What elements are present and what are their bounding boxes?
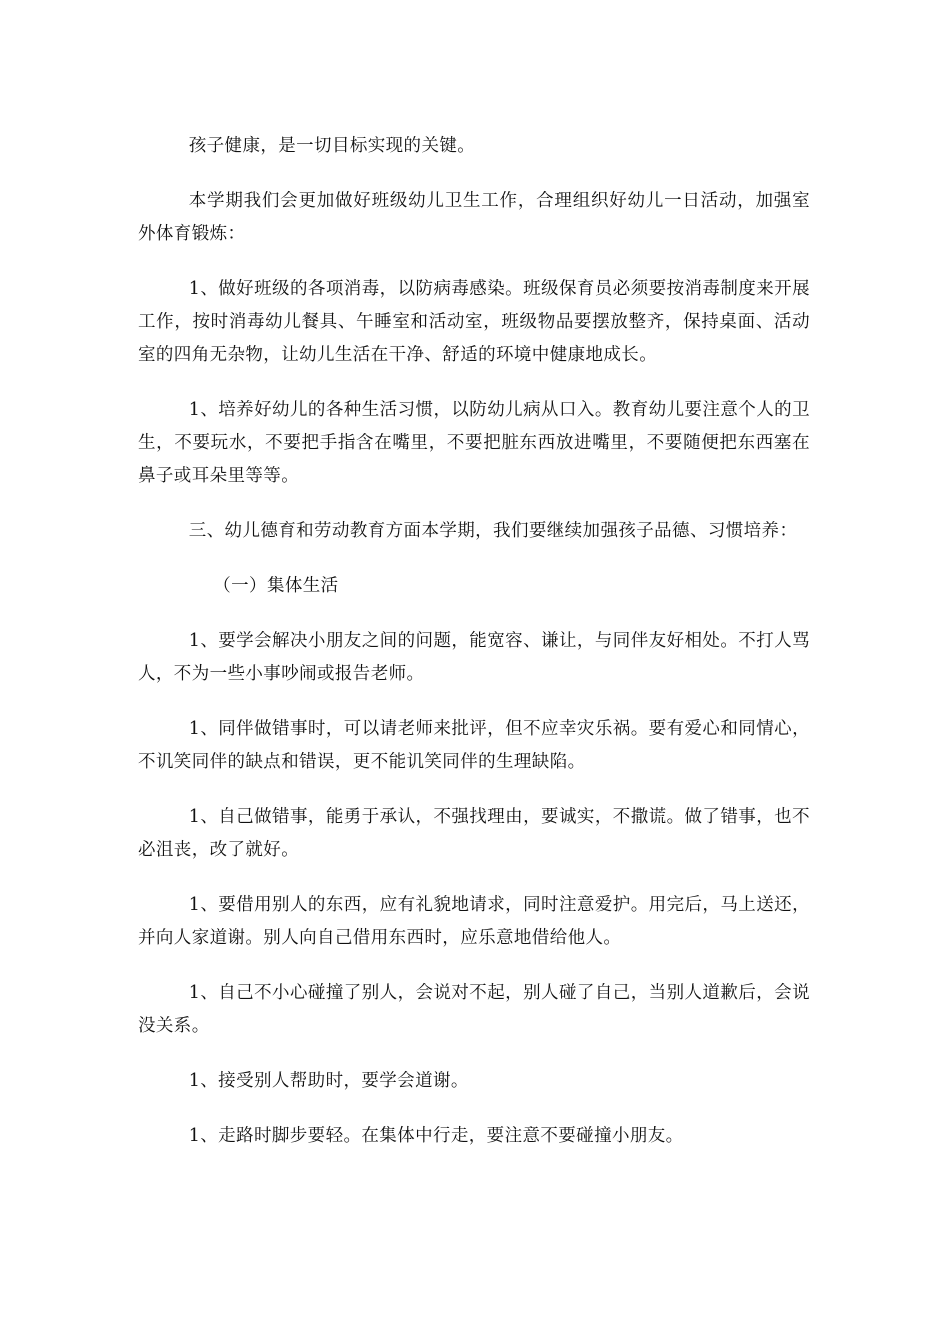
document-page [138,130,810,1175]
paragraph-10: 1、要借用别人的东西，应有礼貌地请求，同时注意爱护。用完后，马上送还，并向人家道谢。别人向自己借用东西时，应乐意地借给他人。 [138,895,810,948]
paragraph-9: 1、自己做错事，能勇于承认，不强找理由，要诚实，不撒谎。做了错事，也不必沮丧，改了就好。 [138,807,810,860]
paragraph-11: 1、自己不小心碰撞了别人，会说对不起，别人碰了自己，当别人道歉后，会说没关系。 [138,983,810,1036]
paragraph-7: 1、要学会解决小朋友之间的问题，能宽容、谦让，与同伴友好相处。不打人骂人，不为一些小事吵闹或报告老师。 [138,631,810,684]
paragraph-12: 1、接受别人帮助时，要学会道谢。 [188,1071,469,1091]
subsection-heading-1: （一）集体生活 [213,576,339,596]
paragraph-2: 本学期我们会更加做好班级幼儿卫生工作，合理组织好幼儿一日活动，加强室外体育锻炼： [138,191,810,244]
section-heading-3: 三、幼儿德育和劳动教育方面本学期，我们要继续加强孩子品德、习惯培养： [188,521,798,541]
paragraph-3: 1、做好班级的各项消毒，以防病毒感染。班级保育员必须要按消毒制度来开展工作，按时消毒幼儿餐具、午睡室和活动室，班级物品要摆放整齐，保持桌面、活动室的四角无杂物，让幼儿生活在干净、舒适的环境中健康地成长。 [138,279,810,365]
paragraph-1: 孩子健康，是一切目标实现的关键。 [188,136,476,156]
paragraph-4: 1、培养好幼儿的各种生活习惯，以防幼儿病从口入。教育幼儿要注意个人的卫生，不要玩水，不要把手指含在嘴里，不要把脏东西放进嘴里，不要随便把东西塞在鼻子或耳朵里等等。 [138,400,810,486]
paragraph-13: 1、走路时脚步要轻。在集体中行走，要注意不要碰撞小朋友。 [188,1126,684,1146]
paragraph-8: 1、同伴做错事时，可以请老师来批评，但不应幸灾乐祸。要有爱心和同情心，不讥笑同伴的缺点和错误，更不能讥笑同伴的生理缺陷。 [138,719,810,772]
